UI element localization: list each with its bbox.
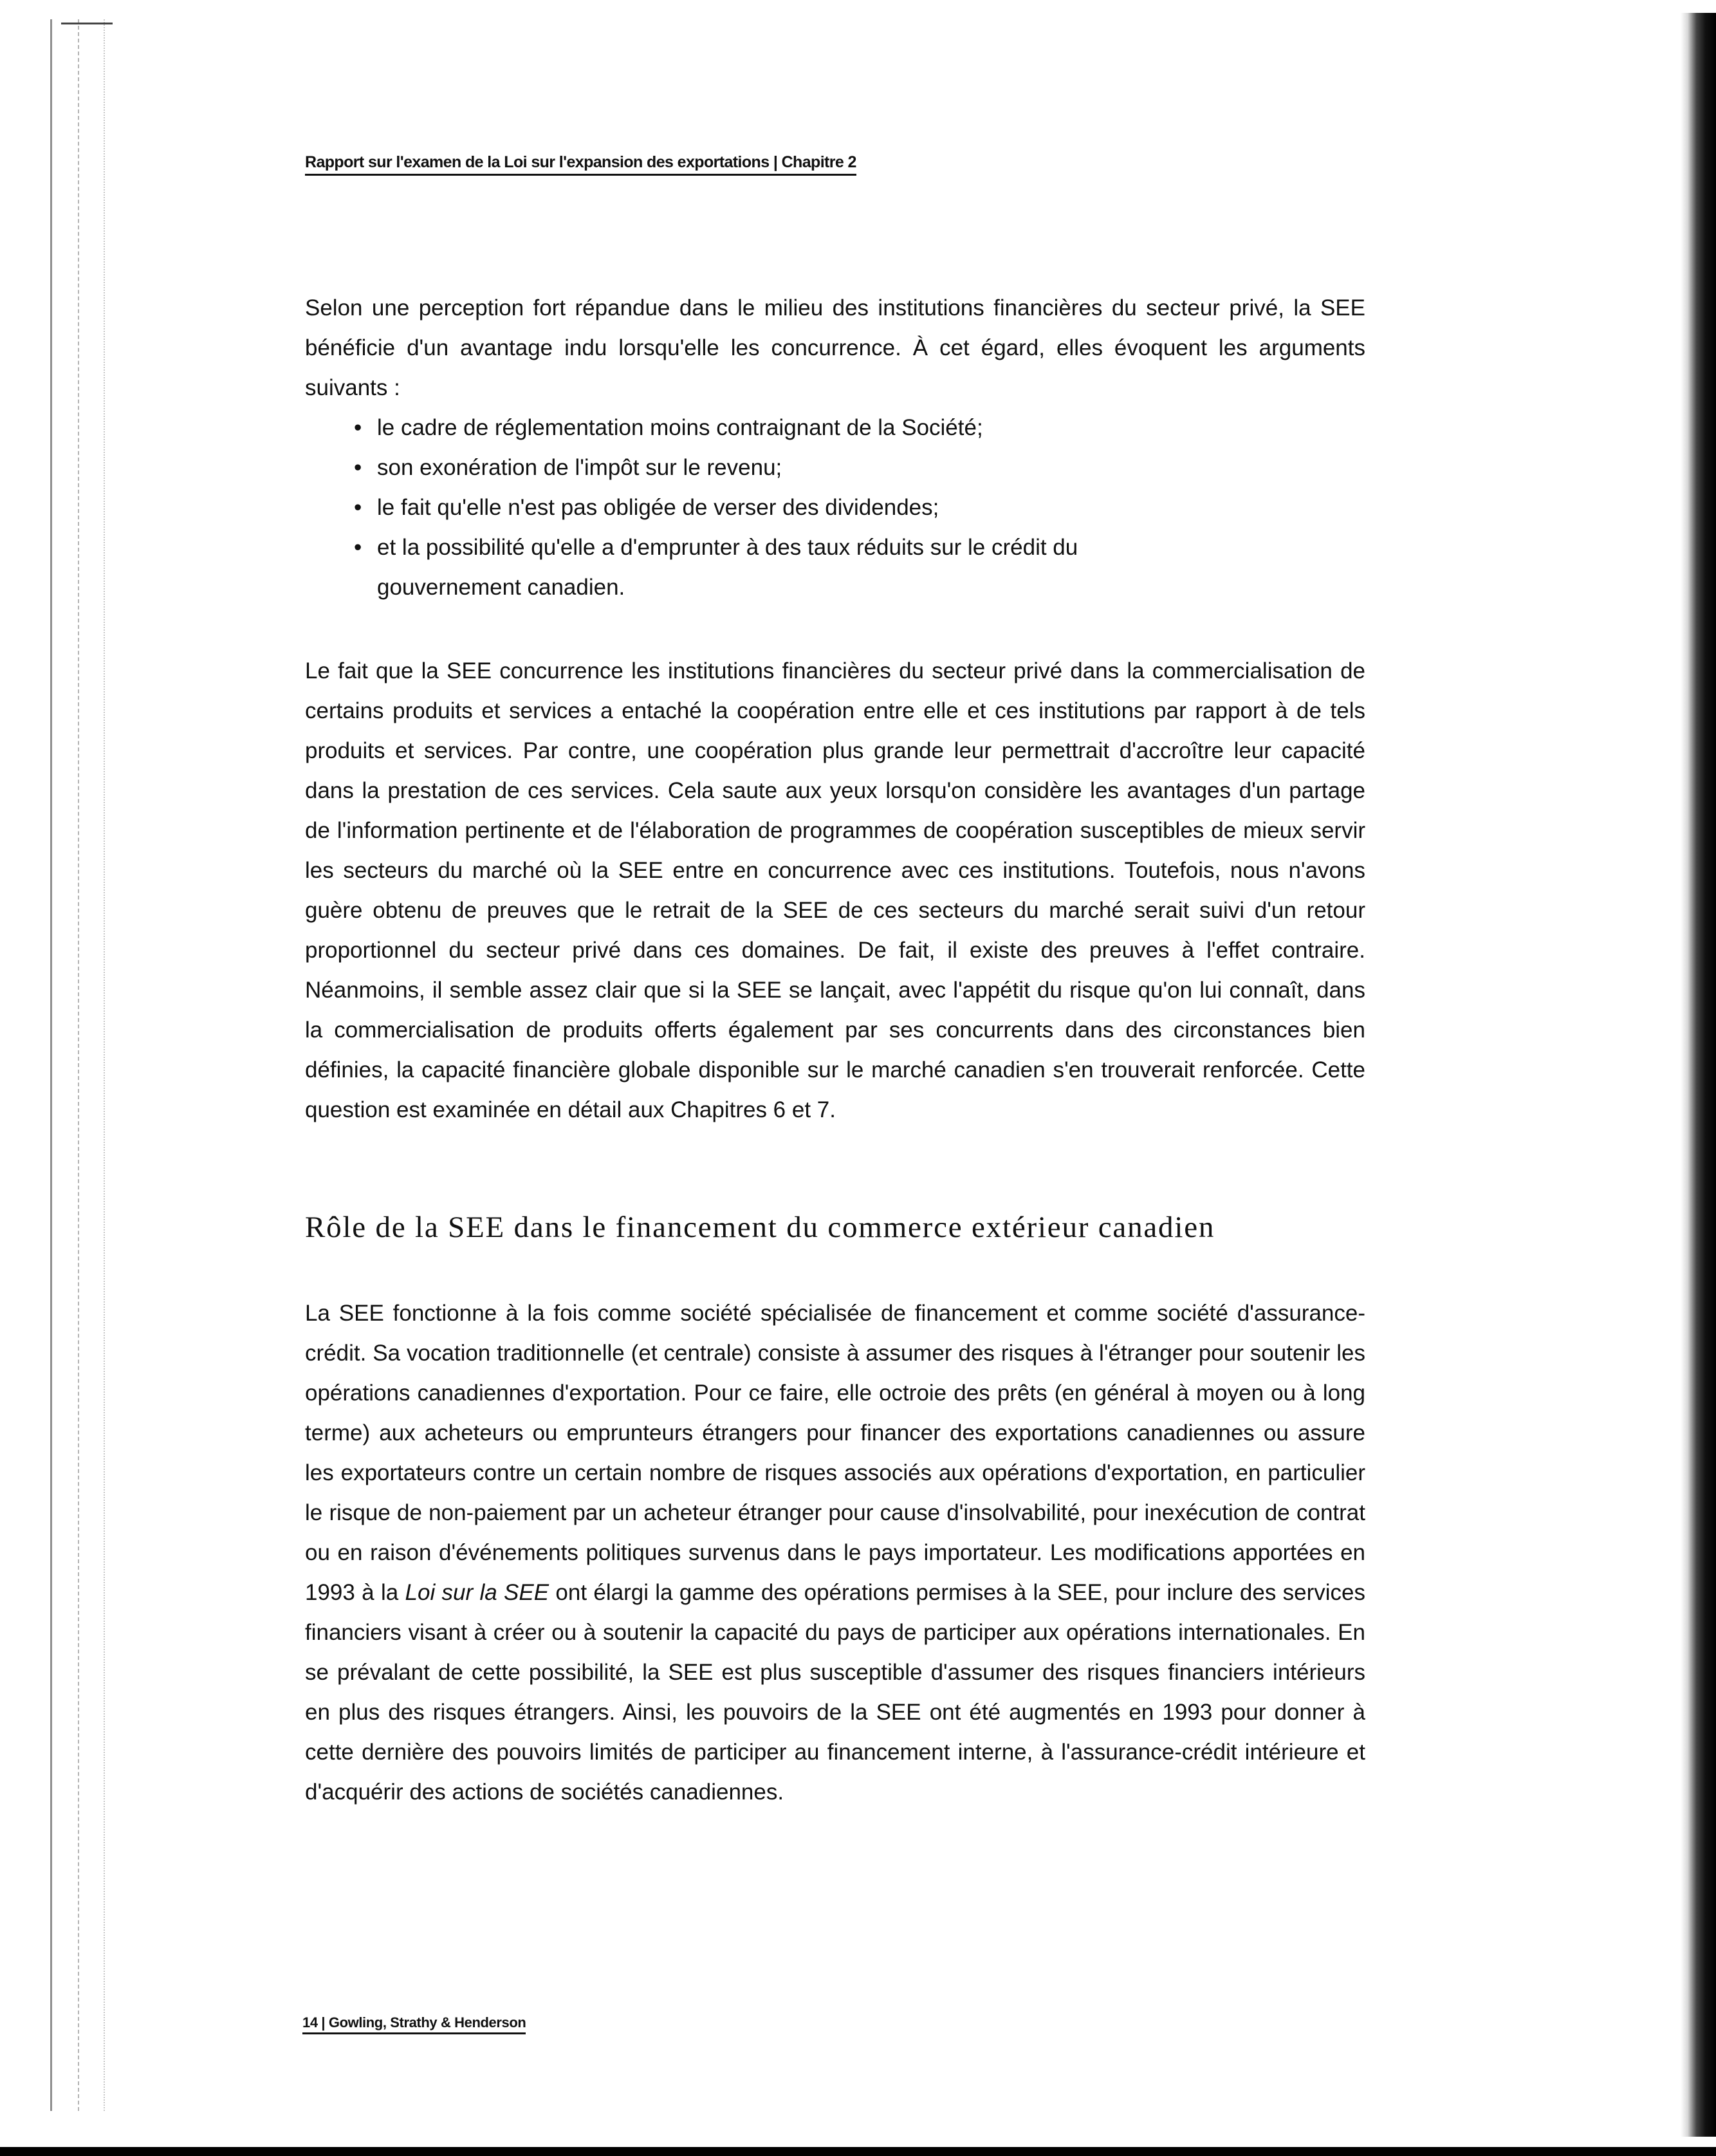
- argument-list: [354, 408, 1190, 608]
- section-heading: Rôle de la SEE dans le financement du commerce extérieur canadien: [305, 1211, 1215, 1244]
- section-paragraph-part: ont élargi la gamme des opérations permises à la SEE, pour inclure des services financiers visant à créer ou à soutenir la capacité du pays de participer aux opérations internationales. En se prévalant de cette possibilité, la SEE est plus susceptible d'assumer des risques financiers intérieurs en plus des risques étrangers. Ainsi, les pouvoirs de la SEE ont été augmentés en 1993 pour donner à cette dernière des pouvoirs limités de participer au financement interne, à l'assurance-crédit intérieure et d'acquérir des actions de sociétés canadiennes.: [305, 1580, 1365, 1805]
- law-title: Loi sur la SEE: [405, 1580, 549, 1605]
- body-paragraph: Le fait que la SEE concurrence les institutions financières du secteur privé dans la commercialisation de certains produits et services a entaché la coopération entre elle et ces institutions par rapport à de tels produits et services. Par contre, une coopération plus grande leur permettrait d'accroître leur capacité dans la prestation de ces services. Cela saute aux yeux lorsqu'on considère les avantages d'un partage de l'information pertinente et de l'élaboration de programmes de coopération susceptibles de mieux servir les secteurs du marché où la SEE entre en concurrence avec ces institutions. Toutefois, nous n'avons guère obtenu de preuves que le retrait de la SEE de ces secteurs du marché serait suivi d'un retour proportionnel du secteur privé dans ces domaines. De fait, il existe des preuves à l'effet contraire. Néanmoins, il semble assez clair que si la SEE se lançait, avec l'appétit du risque qu'on lui connaît, dans la commercialisation de produits offerts également par ses concurrents dans des circonstances bien définies, la capacité financière globale disponible sur le marché canadien s'en trouverait renforcée. Cette question est examinée en détail aux Chapitres 6 et 7.: [305, 658, 1365, 1122]
- scan-edge-right: [1681, 13, 1716, 2137]
- section-paragraph-part: La SEE fonctionne à la fois comme société spécialisée de financement et comme société d'assurance-crédit. Sa vocation traditionnelle (et centrale) consiste à assumer des risques à l'étranger pour soutenir les opérations canadiennes d'exportation. Pour ce faire, elle octroie des prêts (en général à moyen ou à long terme) aux acheteurs ou emprunteurs étrangers pour financer des exportations canadiennes ou assure les exportateurs contre un certain nombre de risques associés aux opérations d'exportation, en particulier le risque de non-paiement par un acheteur étranger pour cause d'insolvabilité, pour inexécution de contrat ou en raison d'événements politiques survenus dans le pays importateur. Les modifications apportées en 1993 à la: [305, 1301, 1365, 1605]
- scan-edge-left: [50, 19, 129, 2111]
- list-item: • le fait qu'elle n'est pas obligée de verser des dividendes;: [354, 488, 1190, 528]
- scan-mark-top: [61, 23, 113, 28]
- running-head: Rapport sur l'examen de la Loi sur l'expansion des exportations | Chapitre 2: [305, 153, 856, 176]
- intro-paragraph: Selon une perception fort répandue dans le milieu des institutions financières du secteur privé, la SEE bénéficie d'un avantage indu lorsqu'elle les concurrence. À cet égard, elles évoquent les arguments suivants :: [305, 295, 1365, 400]
- page-footer: 14 | Gowling, Strathy & Henderson: [302, 2014, 526, 2034]
- list-item: • et la possibilité qu'elle a d'emprunter à des taux réduits sur le crédit du gouvernement canadien.: [354, 528, 1190, 608]
- section-paragraph: [305, 1294, 1365, 1812]
- list-item: • son exonération de l'impôt sur le revenu;: [354, 448, 1190, 488]
- list-item: • le cadre de réglementation moins contraignant de la Société;: [354, 408, 1190, 448]
- scan-edge-bottom: [0, 2147, 1716, 2156]
